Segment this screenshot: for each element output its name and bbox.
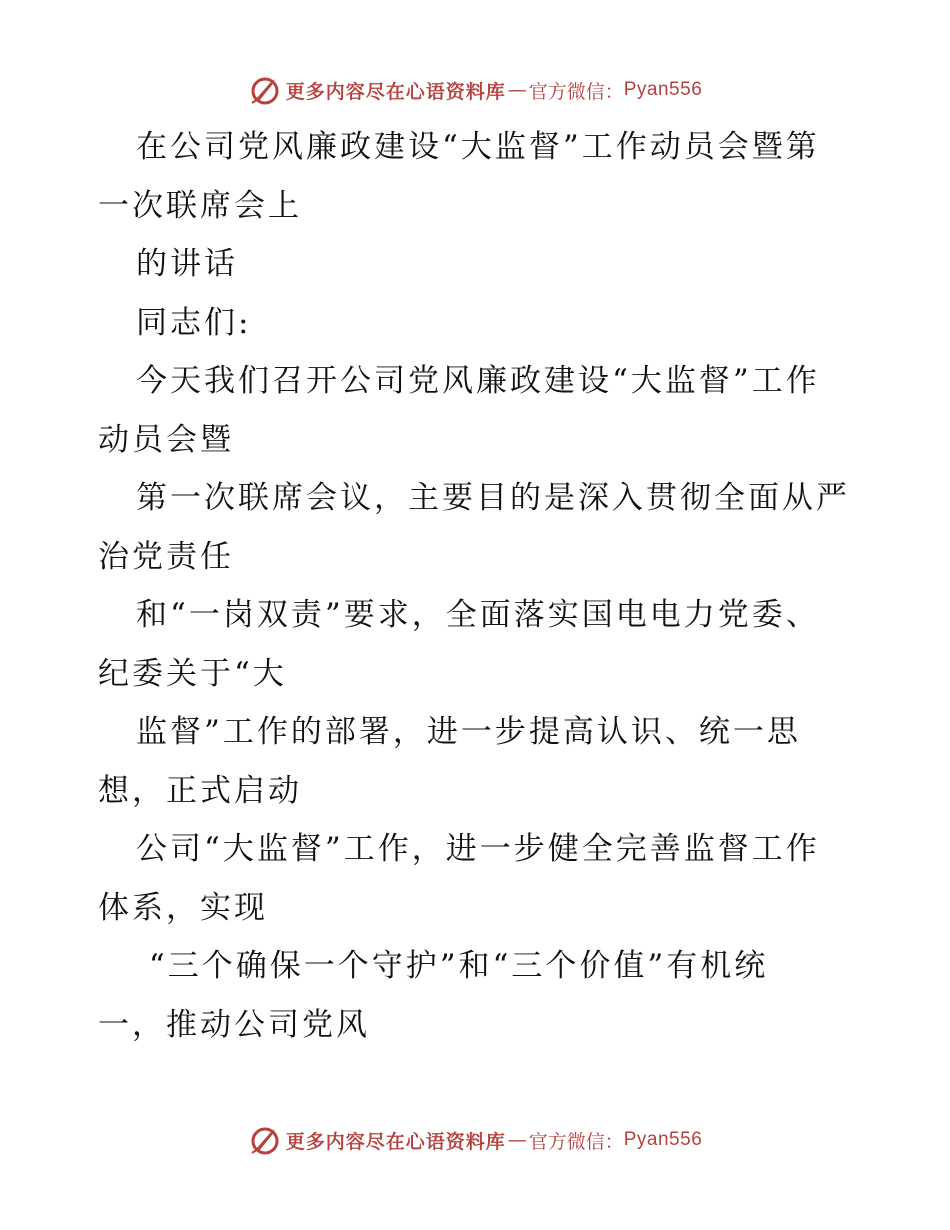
watermark-wechat-id: Pyan556 (623, 79, 703, 100)
body-line: 第一次联席会议，主要目的是深入贯彻全面从严 (136, 480, 850, 516)
body-line: 动员会暨 (98, 422, 234, 458)
watermark-brand: 更多内容尽在心语资料库 (285, 1130, 506, 1153)
body-line: 纪委关于“大 (98, 656, 287, 692)
body-line: 一，推动公司党风 (98, 1007, 370, 1043)
pen-logo-icon (248, 73, 282, 107)
body-line: 治党责任 (98, 539, 234, 575)
watermark-separator: — (507, 79, 527, 101)
title-line: 一次联席会上 (98, 188, 302, 224)
watermark-banner-top (0, 70, 950, 110)
body-line: 和“一岗双责”要求，全面落实国电电力党委、 (136, 597, 820, 633)
salutation-line: 同志们: (136, 305, 252, 341)
body-line: 体系，实现 (98, 890, 268, 926)
title-line: 在公司党风廉政建设“大监督”工作动员会暨第 (136, 129, 820, 165)
body-line: “三个确保一个守护”和“三个价值”有机统 (136, 948, 769, 984)
body-line: 公司“大监督”工作，进一步健全完善监督工作 (136, 831, 820, 867)
watermark-contact-label: 官方微信： (528, 1130, 624, 1153)
watermark-wechat-id: Pyan556 (623, 1129, 703, 1150)
pen-logo-icon (248, 1123, 282, 1157)
title-line: 的讲话 (136, 246, 238, 282)
watermark-contact-label: 官方微信： (528, 80, 624, 103)
watermark-banner-bottom (0, 1120, 950, 1160)
body-line: 想，正式启动 (98, 773, 302, 809)
watermark-brand: 更多内容尽在心语资料库 (285, 80, 506, 103)
watermark-separator: — (507, 1129, 527, 1151)
body-line: 监督”工作的部署，进一步提高认识、统一思 (136, 714, 801, 750)
body-line: 今天我们召开公司党风廉政建设“大监督”工作 (136, 363, 820, 399)
